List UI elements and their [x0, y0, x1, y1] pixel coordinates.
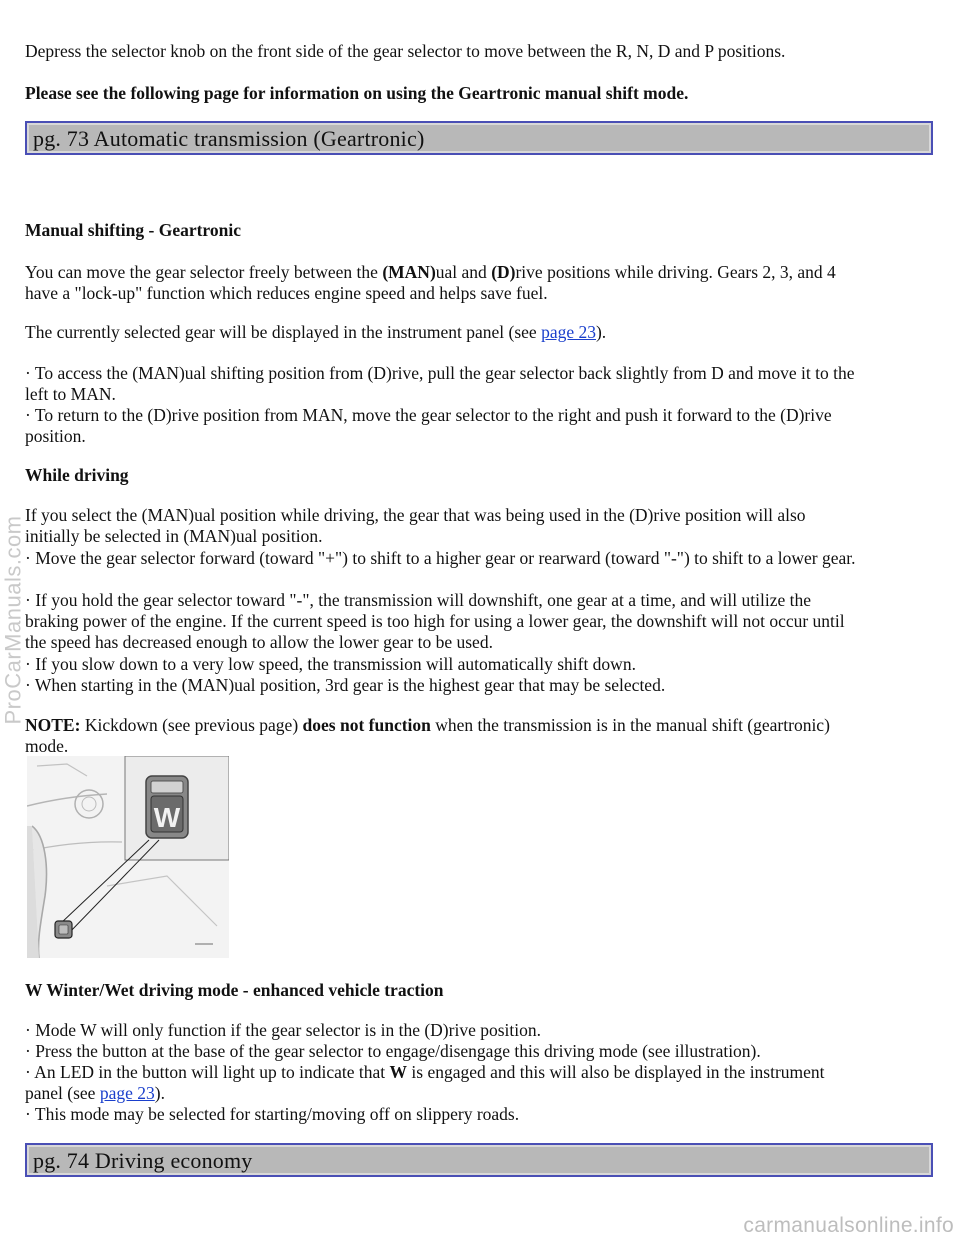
section-banner-pg73-label: pg. 73 Automatic transmission (Geartronic)	[33, 126, 425, 151]
manual-para-1-line-2: have a "lock-up" function which reduces engine speed and helps save fuel.	[25, 283, 548, 303]
while-driving-heading: While driving	[25, 465, 129, 485]
manual-bullet-1-line-2: left to MAN.	[25, 384, 116, 404]
side-watermark	[0, 515, 28, 725]
section-banner-pg73[interactable]	[25, 121, 933, 155]
winter-line-4: panel (see page 23).	[25, 1083, 165, 1103]
driving-line-1: If you select the (MAN)ual position while driving, the gear that was being used in the (D)rive position will also	[25, 505, 806, 525]
winter-mode-heading: W Winter/Wet driving mode - enhanced vehicle traction	[25, 980, 444, 1000]
winter-line-2: · Press the button at the base of the gear selector to engage/disengage this driving mode (see illustration).	[25, 1041, 761, 1061]
driving-line-8: · When starting in the (MAN)ual position, 3rd gear is the highest gear that may be selected.	[25, 675, 666, 695]
manual-para-2: The currently selected gear will be displayed in the instrument panel (see page 23).	[25, 322, 607, 342]
page-23-link-2[interactable]: page 23	[99, 1083, 155, 1103]
winter-line-5: · This mode may be selected for starting/moving off on slippery roads.	[25, 1104, 520, 1124]
bottom-watermark: carmanualsonline.info	[743, 1214, 954, 1237]
section-banner-pg74-label: pg. 74 Driving economy	[33, 1148, 253, 1173]
driving-line-5: braking power of the engine. If the current speed is too high for using a lower gear, the downshift will not occur until	[25, 611, 845, 631]
intro-line-1: Depress the selector knob on the front side of the gear selector to move between the R, N, D and P positions.	[25, 41, 786, 61]
winter-button-letter: W	[153, 802, 181, 833]
winter-line-3: · An LED in the button will light up to indicate that W is engaged and this will also be displayed in the instrument	[25, 1062, 825, 1082]
section-banner-pg74[interactable]	[25, 1143, 933, 1177]
intro-line-2: Please see the following page for information on using the Geartronic manual shift mode.	[25, 83, 689, 103]
gear-selector-illustration	[27, 756, 229, 958]
driving-line-6: the speed has decreased enough to allow the lower gear to be used.	[25, 632, 493, 652]
manual-shifting-heading: Manual shifting - Geartronic	[25, 220, 241, 240]
manual-para-1-line-1: You can move the gear selector freely between the (MAN)ual and (D)rive positions while driving. Gears 2, 3, and 4	[25, 262, 836, 282]
manual-bullet-2-line-1: · To return to the (D)rive position from MAN, move the gear selector to the right and push it forward to the (D)rive	[25, 405, 832, 425]
manual-bullet-2-line-2: position.	[25, 426, 86, 446]
driving-line-7: · If you slow down to a very low speed, the transmission will automatically shift down.	[25, 654, 636, 674]
manual-bullet-1-line-1: · To access the (MAN)ual shifting position from (D)rive, pull the gear selector back slightly from D and move it to the	[25, 363, 855, 383]
page-23-link[interactable]: page 23	[541, 322, 596, 342]
driving-line-2: initially be selected in (MAN)ual position.	[25, 526, 323, 546]
winter-line-1: · Mode W will only function if the gear selector is in the (D)rive position.	[25, 1020, 541, 1040]
note-line-1: NOTE: Kickdown (see previous page) does not function when the transmission is in the manual shift (geartronic)	[25, 715, 830, 735]
driving-line-4: · If you hold the gear selector toward "-", the transmission will downshift, one gear at a time, and will utilize the	[25, 590, 812, 610]
note-line-2: mode.	[25, 736, 69, 756]
side-watermark-text: ProCarManuals.com	[0, 515, 26, 725]
driving-line-3: · Move the gear selector forward (toward "+") to shift to a higher gear or rearward (toward "-") to shift to a lower gear.	[25, 548, 856, 568]
gear-selector-drawing	[27, 756, 229, 958]
